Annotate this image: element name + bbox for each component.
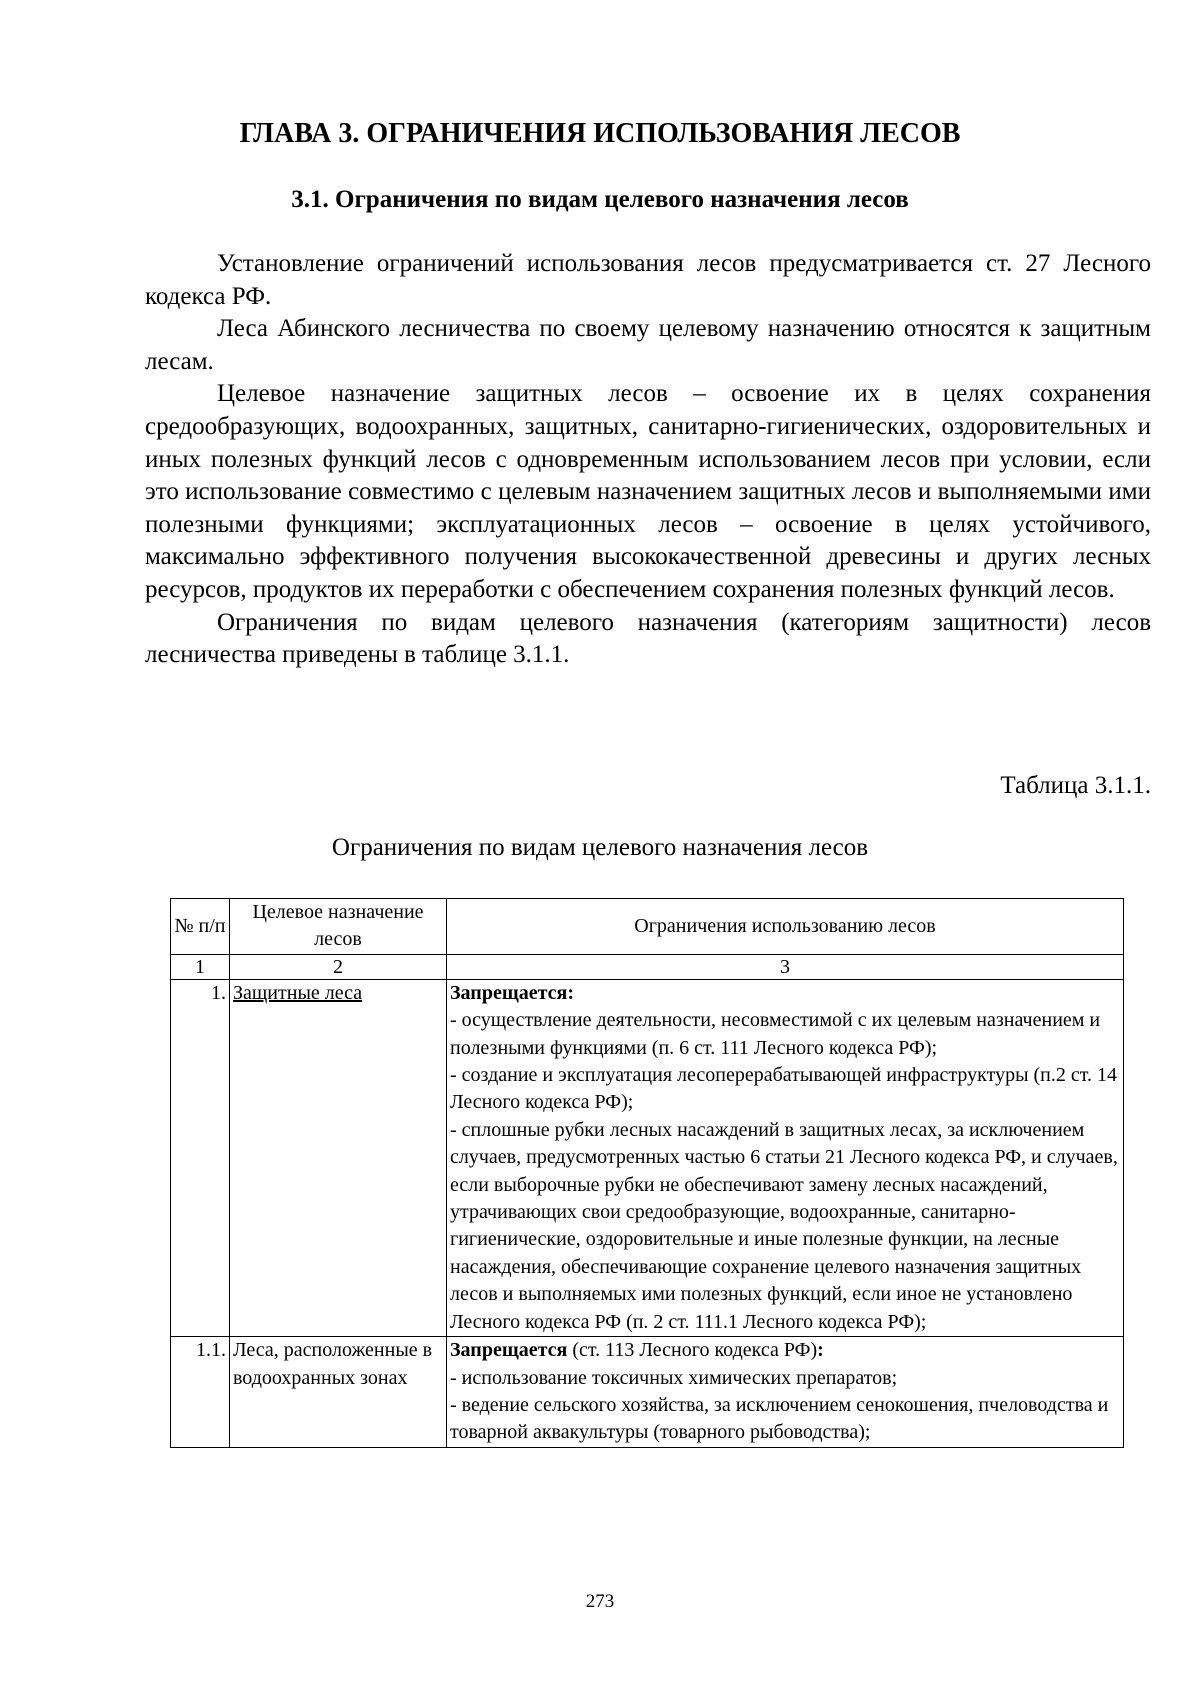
restriction-item: - создание и эксплуатация лесоперерабатывающей инфраструктуры (п.2 ст. 14 Лесного кодекса РФ); bbox=[450, 1064, 1117, 1114]
restriction-lead-line bbox=[450, 1337, 1120, 1364]
row-restrictions bbox=[447, 979, 1124, 1336]
restriction-item: - осуществление деятельности, несовместимой с их целевым назначением и полезными функциями (п. 6 ст. 111 Лесного кодекса РФ); bbox=[450, 1009, 1101, 1059]
column-number: 1 bbox=[171, 954, 230, 979]
restriction-item: - использование токсичных химических препаратов; bbox=[450, 1366, 898, 1389]
restrictions-table bbox=[170, 898, 1124, 1448]
restriction-lead-note: (ст. 113 Лесного кодекса РФ) bbox=[567, 1339, 818, 1362]
row-restrictions bbox=[447, 1337, 1124, 1448]
section-title: 3.1. Ограничения по видам целевого назначения лесов bbox=[291, 186, 909, 213]
row-purpose-text: Защитные леса bbox=[233, 981, 363, 1004]
paragraph: Установление ограничений использования лесов предусматривается ст. 27 Лесного кодекса РФ. bbox=[145, 250, 1151, 310]
table-title: Ограничения по видам целевого назначения лесов bbox=[331, 834, 869, 861]
chapter-title: ГЛАВА 3. ОГРАНИЧЕНИЯ ИСПОЛЬЗОВАНИЯ ЛЕСОВ bbox=[239, 118, 961, 149]
header-restrictions: Ограничения использованию лесов bbox=[447, 899, 1124, 955]
header-purpose: Целевое назначение лесов bbox=[230, 899, 447, 955]
column-number: 3 bbox=[447, 954, 1124, 979]
restriction-lead-colon: : bbox=[817, 1339, 824, 1362]
paragraph: Ограничения по видам целевого назначения (категориям защитности) лесов лесничества приведены в таблице 3.1.1. bbox=[145, 608, 1151, 669]
restriction-item: - ведение сельского хозяйства, за исключением сенокошения, пчеловодства и товарной аквакультуры (товарного рыбоводства); bbox=[450, 1393, 1109, 1444]
restriction-lead-line bbox=[450, 980, 1120, 1007]
paragraph: Целевое назначение защитных лесов – освоение их в целях сохранения средообразующих, водоохранных, защитных, санитарно-гигиенических, оздоровительных и иных полезных функций лесов с одновременным использованием лесов при условии, если это использование совместимо с целевым назначением защитных лесов и выполняемыми ими полезными функциями; эксплуатационных лесов – освоение в целях устойчивого, максимально эффективного получения высококачественной древесины и других лесных ресурсов, продуктов их переработки с обеспечением сохранения полезных функций лесов. bbox=[145, 380, 1151, 603]
header-num: № п/п bbox=[171, 899, 230, 955]
table-row bbox=[171, 1337, 1124, 1448]
row-purpose bbox=[230, 979, 447, 1336]
row-purpose bbox=[230, 1337, 447, 1448]
row-number: 1. bbox=[171, 979, 230, 1336]
body-text bbox=[145, 248, 1151, 672]
table-row bbox=[171, 979, 1124, 1336]
paragraph: Леса Абинского лесничества по своему целевому назначению относятся к защитным лесам. bbox=[145, 315, 1151, 375]
restriction-item: - сплошные рубки лесных насаждений в защитных лесах, за исключением случаев, предусмотренных частью 6 статьи 21 Лесного кодекса РФ, и случаев, если выборочные рубки не обеспечивают замену лесных насаждений, утрачивающих свои средообразующие, водоохранные, санитарно-гигиенические, оздоровительные и иные полезные функции, на лесные насаждения, обеспечивающие сохранение целевого назначения защитных лесов и выполняемых ими полезных функций, если иное не установлено Лесного кодекса РФ (п. 2 ст. 111.1 Лесного кодекса РФ); bbox=[450, 1118, 1118, 1333]
column-number-row bbox=[171, 954, 1124, 979]
restriction-lead: Запрещается bbox=[450, 1339, 568, 1362]
table-caption-number: Таблица 3.1.1. bbox=[1000, 772, 1151, 799]
restriction-lead: Запрещается: bbox=[450, 981, 575, 1004]
row-purpose-text: Леса, расположенные в водоохранных зонах bbox=[233, 1339, 433, 1389]
page-number: 273 bbox=[585, 1591, 615, 1612]
column-number: 2 bbox=[230, 954, 447, 979]
table-header-row bbox=[171, 899, 1124, 955]
row-number: 1.1. bbox=[171, 1337, 230, 1448]
